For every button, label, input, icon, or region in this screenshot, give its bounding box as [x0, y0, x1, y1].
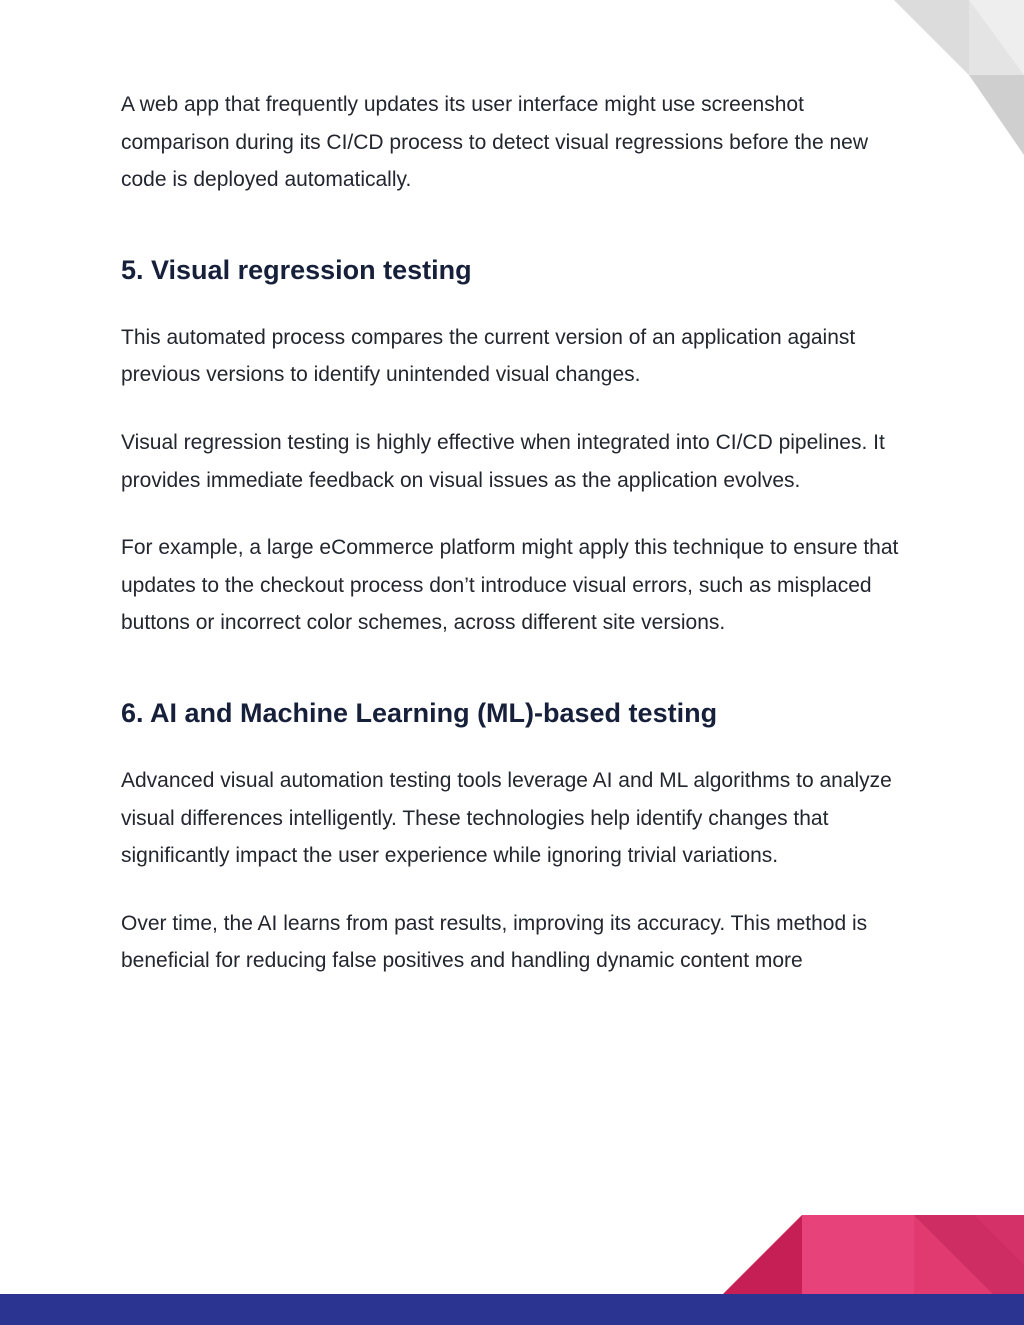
section-5-paragraph-2: Visual regression testing is highly effective when integrated into CI/CD pipelines. It provides immediate feedback on visual issues as the application evolves. [121, 430, 885, 492]
article-body [121, 86, 911, 1010]
section-5-paragraph-1: This automated process compares the current version of an application against previous versions to identify unintended visual changes. [121, 325, 856, 387]
section-6-heading: 6. AI and Machine Learning (ML)-based testing [121, 697, 718, 728]
footer-bar [0, 1294, 1024, 1325]
section-5-heading: 5. Visual regression testing [121, 254, 472, 285]
section-6-paragraph-2: Over time, the AI learns from past results, improving its accuracy. This method is beneficial for reducing false positives and handling dynamic content more [121, 911, 868, 973]
section-5-paragraph-3: For example, a large eCommerce platform might apply this technique to ensure that updates to the checkout process don’t introduce visual errors, such as misplaced buttons or incorrect color schemes, across different site versions. [121, 536, 899, 635]
section-6-paragraph-1: Advanced visual automation testing tools leverage AI and ML algorithms to analyze visual differences intelligently. These technologies help identify changes that significantly impact the user experience while ignoring trivial variations. [121, 768, 892, 868]
intro-paragraph: A web app that frequently updates its user interface might use screenshot comparison during its CI/CD process to detect visual regressions before the new code is deployed automatically. [121, 93, 869, 192]
